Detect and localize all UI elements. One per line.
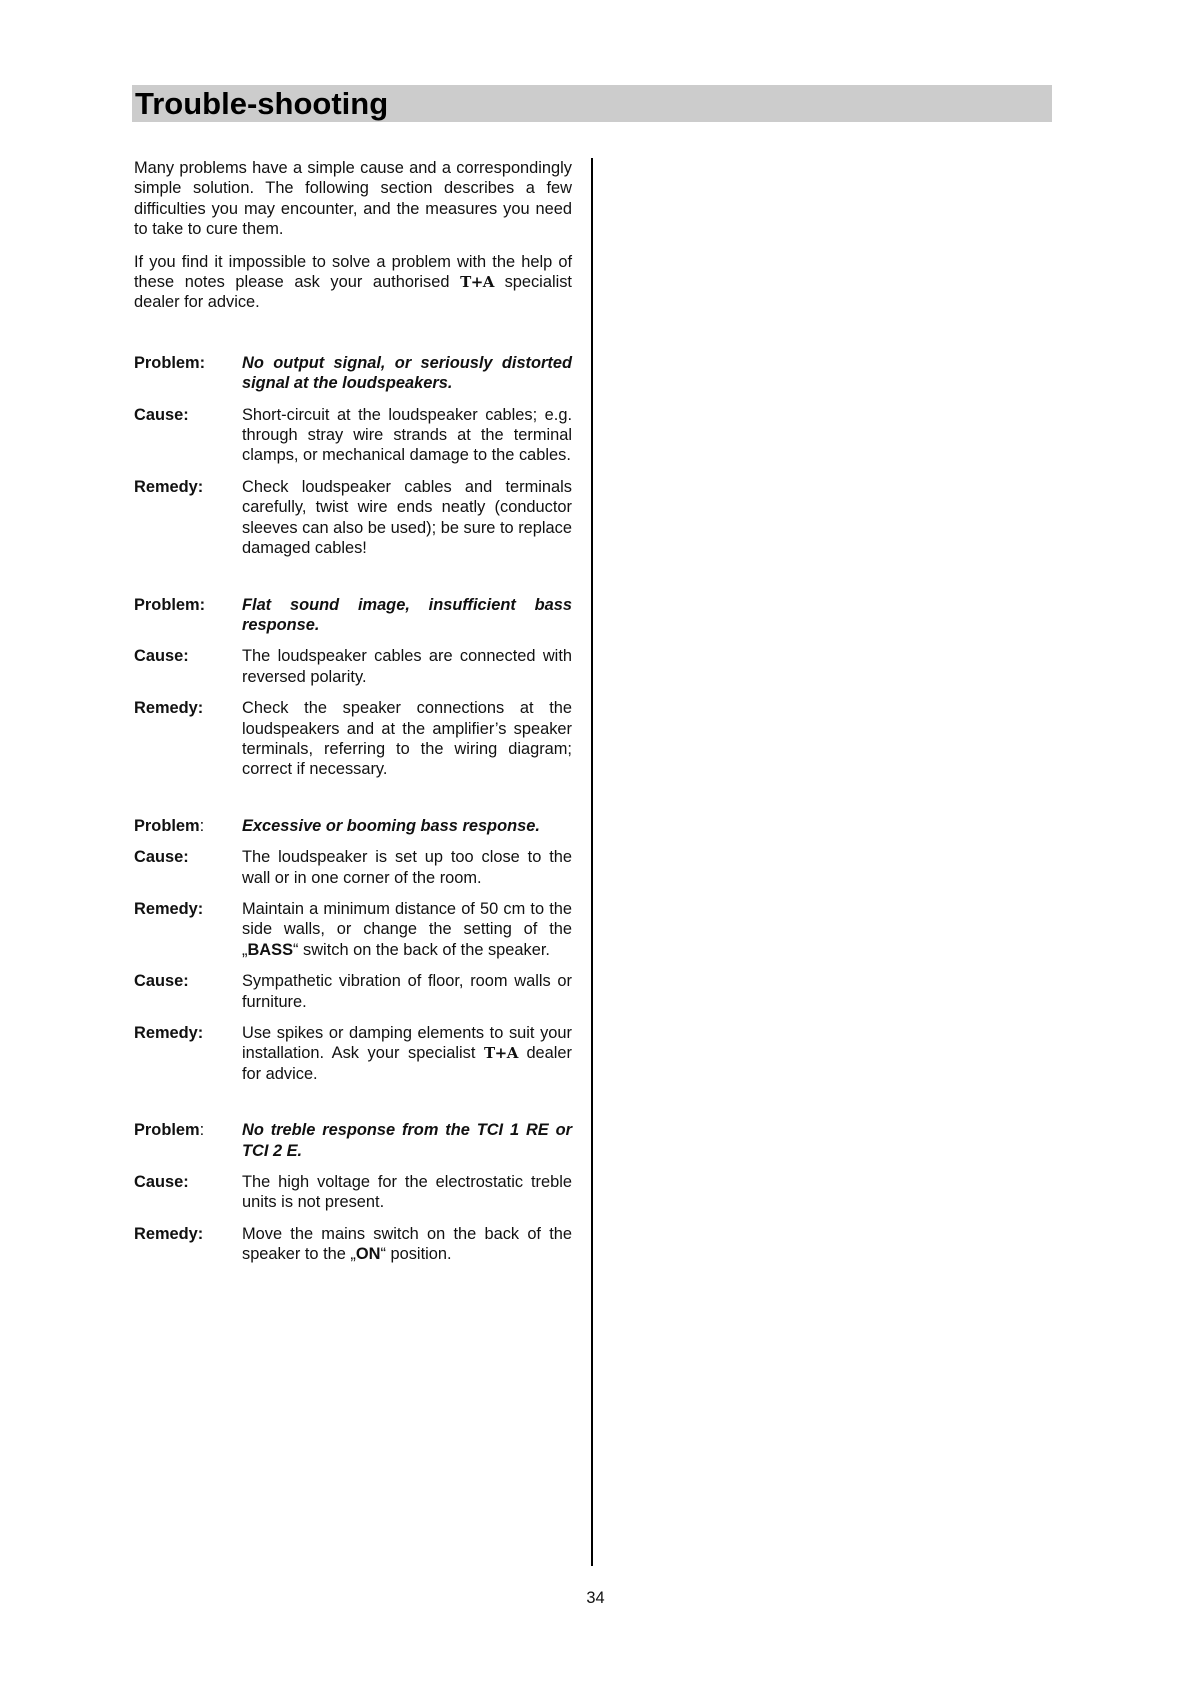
trouble-block-1 — [134, 353, 572, 559]
cause-row — [134, 1172, 572, 1213]
remedy-label: Remedy: — [134, 1224, 204, 1243]
intro — [134, 158, 572, 313]
trouble-block-3 — [134, 816, 572, 1084]
trouble-block-4 — [134, 1120, 572, 1264]
intro-paragraph-2 — [134, 252, 572, 313]
problem-row — [134, 595, 572, 636]
page-number: 34 — [586, 1589, 605, 1607]
page-title: Trouble-shooting — [132, 85, 1052, 122]
problem-label: Problem: — [134, 595, 206, 614]
remedy-label: Remedy: — [134, 1024, 204, 1042]
cause-label: Cause: — [134, 848, 189, 867]
problem-label: Problem: — [134, 1121, 205, 1140]
problem-row — [134, 353, 572, 394]
cause-text: Sympathetic vibration of floor, room walls or furniture. — [242, 972, 572, 1011]
problem-label: Problem: — [134, 816, 205, 835]
remedy-label: Remedy: — [134, 699, 204, 718]
cause-text: Short-circuit at the loudspeaker cables; e.g. through stray wire strands at the terminal clamps, or mechanical damage to the cables. — [242, 405, 572, 465]
cause-label: Cause: — [134, 405, 189, 424]
problem-text: Flat sound image, insufficient bass response. — [242, 595, 572, 634]
remedy-text: Move the mains switch on the back of the speaker to the „ON“ position. — [242, 1224, 572, 1264]
intro-text-before-brand: If you find it impossible to solve a problem with the help of these notes please ask your authorised — [134, 252, 572, 292]
remedy-text: Check loudspeaker cables and terminals carefully, twist wire ends neatly (conductor sleeves can also be used); be sure to replace damaged cables! — [242, 477, 572, 558]
problem-text: Excessive or booming bass response. — [242, 816, 540, 835]
problem-text: No treble response from the TCI 1 RE or TCI 2 E. — [242, 1121, 572, 1160]
cause-row — [134, 971, 572, 1012]
cause-row — [134, 405, 572, 466]
trouble-block-2 — [134, 595, 572, 780]
cause-text: The loudspeaker is set up too close to the wall or in one corner of the room. — [242, 848, 572, 887]
cause-label: Cause: — [134, 647, 189, 666]
problem-label: Problem: — [134, 353, 206, 372]
cause-label: Cause: — [134, 972, 189, 991]
cause-text: The high voltage for the electrostatic treble units is not present. — [242, 1173, 572, 1212]
remedy-text: Maintain a minimum distance of 50 cm to the side walls, or change the setting of the „BASS“ switch on the back of the speaker. — [242, 899, 572, 959]
cause-row — [134, 646, 572, 687]
remedy-row — [134, 1224, 572, 1265]
bass-switch-name: BASS — [247, 940, 294, 959]
remedy-row — [134, 477, 572, 559]
remedy-row — [134, 899, 572, 960]
remedy-label: Remedy: — [134, 477, 204, 496]
remedy-text: Check the speaker connections at the loudspeakers and at the amplifier’s speaker terminals, referring to the wiring diagram; correct if necessary. — [242, 699, 572, 779]
intro-paragraph-1: Many problems have a simple cause and a correspondingly simple solution. The following section describes a few difficulties you may encounter, and the measures you need to take to cure them. — [134, 159, 572, 239]
problem-text: No output signal, or seriously distorted signal at the loudspeakers. — [242, 353, 572, 393]
remedy-label: Remedy: — [134, 899, 204, 918]
content-column — [134, 158, 572, 1276]
cause-label: Cause: — [134, 1173, 189, 1192]
problem-row — [134, 1120, 572, 1161]
cause-text: The loudspeaker cables are connected with reversed polarity. — [242, 647, 572, 686]
remedy-row — [134, 1023, 572, 1084]
brand-logo: T+A — [460, 273, 494, 292]
cause-row — [134, 847, 572, 888]
remedy-text: Use spikes or damping elements to suit your installation. Ask your specialist T+A dealer for advice. — [242, 1024, 572, 1083]
problem-row — [134, 816, 572, 836]
column-divider — [591, 158, 593, 1566]
on-position-name: ON — [355, 1245, 381, 1264]
remedy-row — [134, 698, 572, 780]
brand-logo: T+A — [483, 1044, 518, 1063]
intro-text-after-brand: specialist dealer for advice. — [134, 273, 572, 312]
